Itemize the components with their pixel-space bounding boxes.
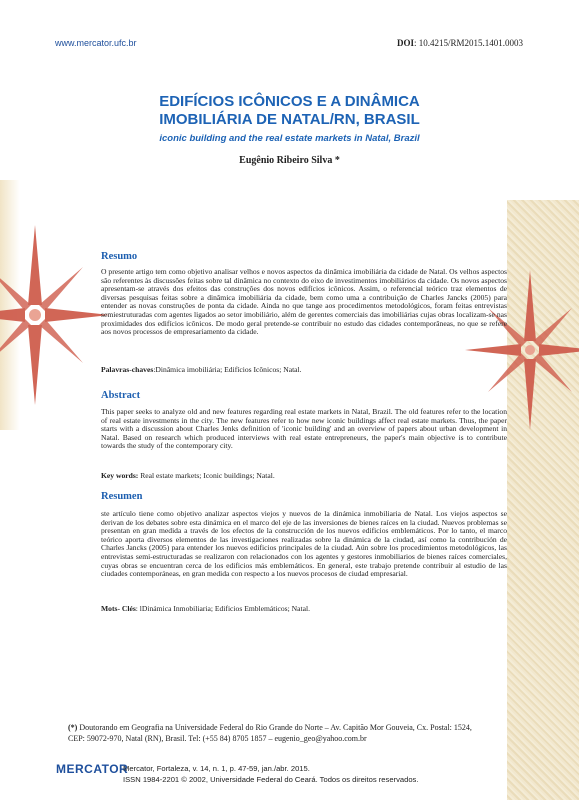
resumo-text: O presente artigo tem como objetivo analisar velhos e novos aspectos da dinâmica imobiliária da cidade de Natal. Os velhos aspectos são referentes às discussões feitas sobre tal dinâmica no contexto do eixo de investimentos imobiliários da cidade. Os novos aspectos apresentam-se através dos efeitos das construções dos novos edifícios icônicos. Assim, o referencial teórico traz elementos de diversas pesquisas feitas sobre a dinâmica imobiliária da cidade, bem como uma a contribuição de Charles Jancks (2005) para entender as novas construções de ponta da cidade. Ainda no que tange aos procedimentos metodológicos, foram feitas entrevistas semiestruturadas com agentes ligados ao setor imobiliário, além de gerentes comerciais das imobiliárias cujas obras localizam-se nas proximidades dos edifícios icônicos. De modo geral pretende-se contribuir no estudo das cidades contemporâneas, no que se refere aos novos processos de empresariamento da cidade. — [101, 267, 507, 337]
resumo-heading: Resumo — [101, 251, 138, 262]
resumen-keywords-label: Mots- Clés — [101, 604, 136, 613]
resumen-text: ste artículo tiene como objetivo analizar aspectos viejos y nuevos de la dinámica inmobiliaria de Natal. Los viejos aspectos se derivan de los debates sobre esta dinámica en el marco del eje de las inversiones de bienes raíces en la ciudad. Nuevos problemas se presentan en gran medida a través de los efectos de la construcción de los nuevos edificios emblemáticos. Por lo tanto, el marco teórico aporta diversos elementos de las investigaciones realizadas sobre la dinámica de la ciudad, así como la contribución de Charles Jancks (2005) para entender los nuevos edificios principales de la ciudad. Aún sobre los procedimientos metodológicos, las entrevistas semi-estructuradas se realizaron con relacionados con los agentes y gestores inmobiliarios de bienes raíces comerciales, cuyas obras se encuentran cerca de los edificios más emblemáticos. En general, este trabajo pretende contribuir al estudio de las ciudades contemporáneas, en gran medida con respecto a los nuevos procesos de ciudad empresarial. — [101, 509, 507, 579]
resumo-keywords — [101, 365, 507, 374]
footnote-mark: (*) — [68, 723, 78, 732]
doi-value: : 10.4215/RM2015.1401.0003 — [413, 38, 523, 48]
journal-website[interactable]: www.mercator.ufc.br — [55, 38, 137, 48]
footnote-line-2: CEP: 59072-970, Natal (RN), Brasil. Tel: (+55 84) 8705 1857 – eugenio_geo@yahoo.com.br — [68, 734, 367, 743]
resumen-keywords-text: : lDinámica Inmobiliaria; Edificios Emblemáticos; Natal. — [135, 604, 310, 613]
abstract-heading: Abstract — [101, 390, 141, 401]
resumen-heading: Resumen — [101, 491, 143, 502]
footer-info — [123, 763, 418, 785]
abstract-keywords-text: Real estate markets; Iconic buildings; Natal. — [138, 471, 275, 480]
title-line-1: EDIFÍCIOS ICÔNICOS E A DINÂMICA — [159, 93, 420, 110]
issn-copyright: ISSN 1984-2201 © 2002, Universidade Federal do Ceará. Todos os direitos reservados. — [123, 775, 419, 784]
footnote-line-1 — [68, 722, 528, 733]
article-title — [0, 93, 579, 129]
doi — [397, 38, 523, 48]
journal-citation: Mercator, Fortaleza, v. 14, n. 1, p. 47-59, jan./abr. 2015. — [123, 764, 310, 773]
resumo-keywords-label: Palavras-chaves — [101, 365, 154, 374]
abstract-keywords — [101, 471, 507, 480]
doi-label: DOI — [396, 38, 414, 48]
author: Eugênio Ribeiro Silva * — [239, 155, 340, 166]
author-footnote — [68, 722, 528, 744]
compass-rose-left-icon — [0, 220, 110, 410]
article-subtitle: iconic building and the real estate markets in Natal, Brazil — [159, 133, 420, 144]
abstract-text: This paper seeks to analyze old and new features regarding real estate markets in Natal, Brazil. The old features refer to the location of real estate investments in the city. The new features refer to how new iconic buildings affect real estate markets. Thus, the paper starts with a discussion about Charles Jenks definition of 'iconic building' and an overview of papers about urban development in Natal. Based on research which produced interviews with real estate entrepreneurs, the paper's main objective is to contribute towards the study of the contemporary city. — [101, 407, 507, 451]
title-line-2: IMOBILIÁRIA DE NATAL/RN, BRASIL — [159, 111, 420, 128]
resumo-keywords-text: :Dinâmica imobiliária; Edifícios Icônicos; Natal. — [153, 365, 302, 374]
abstract-keywords-label: Key words: — [101, 471, 139, 480]
footnote-line-1-text: Doutorando em Geografia na Universidade Federal do Rio Grande do Norte – Av. Capitão Mor Gouveia, Cx. Postal: 1524, — [77, 723, 472, 732]
mercator-logo: MERCATOR — [56, 762, 129, 776]
resumen-keywords — [101, 604, 507, 613]
